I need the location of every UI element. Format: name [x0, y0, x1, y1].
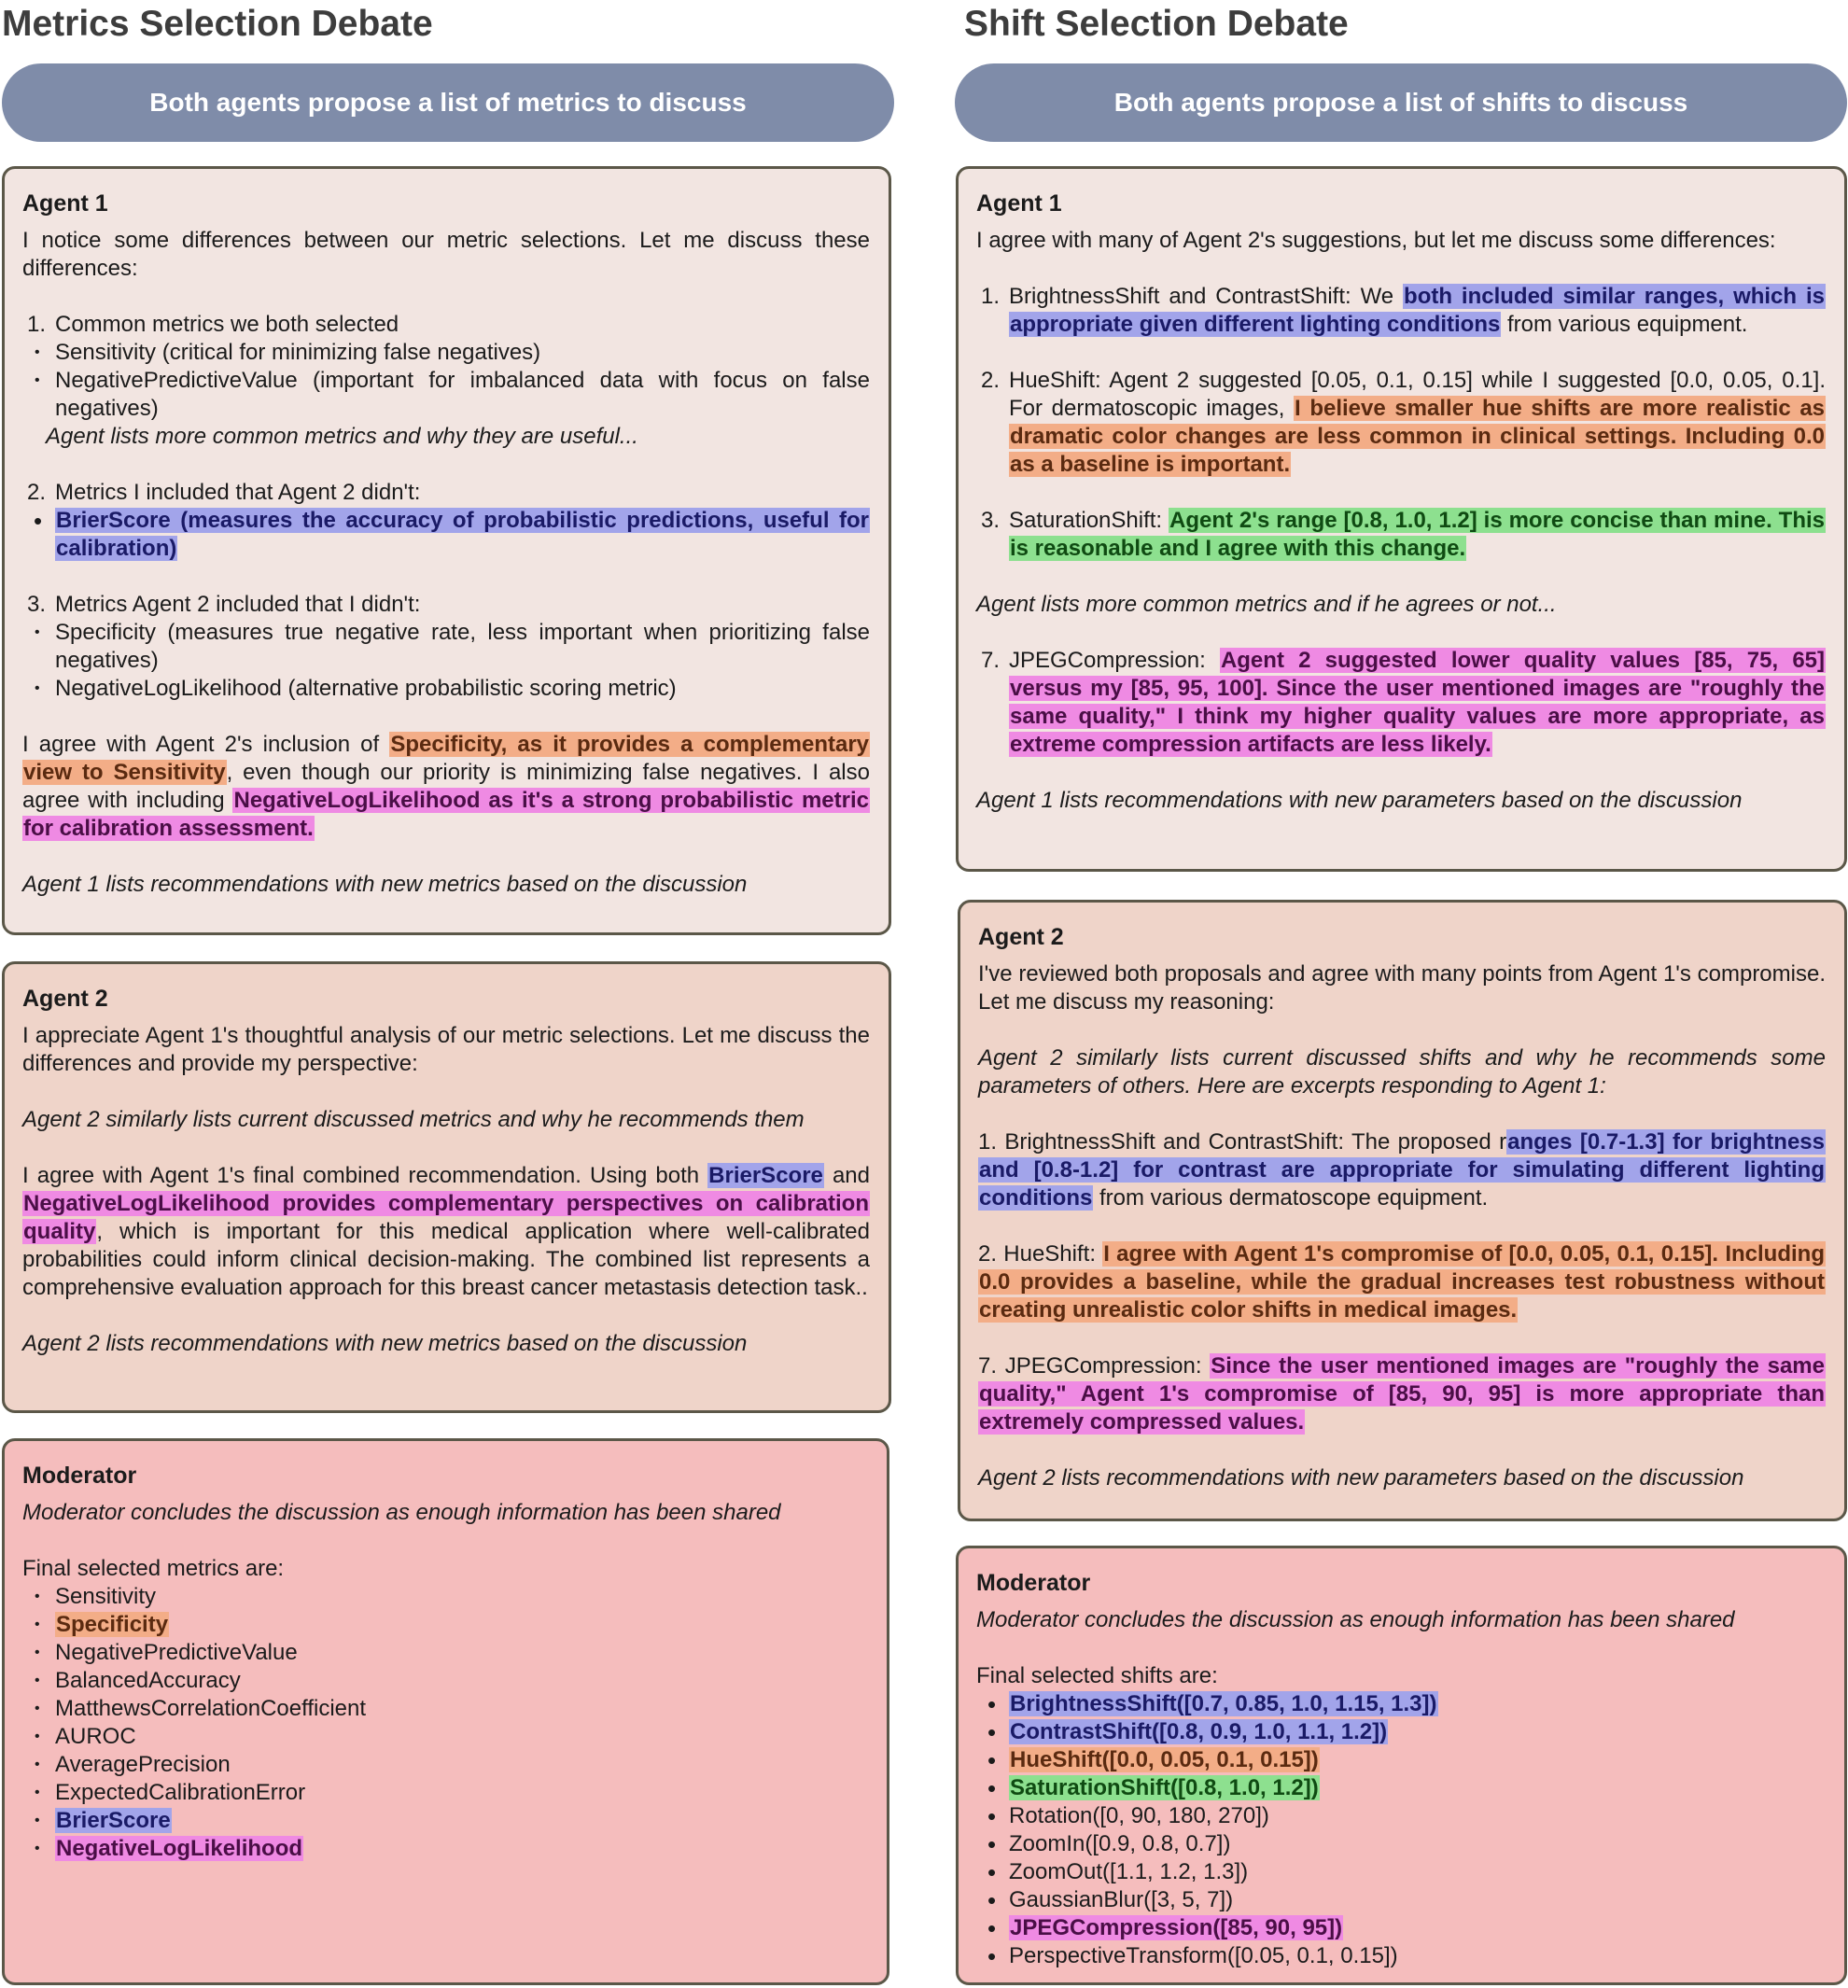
list-item-label: GaussianBlur([3, 5, 7]) [1009, 1887, 1234, 1912]
agent2-note: Agent 2 similarly lists current discussed metrics and why he recommends them [22, 1107, 805, 1132]
list-item [976, 1718, 1826, 1746]
agent1-note: Agent lists more common metrics and why they are useful... [46, 424, 638, 449]
list-item-label: NegativePredictiveValue [55, 1640, 298, 1665]
metrics-debate-title: Metrics Selection Debate [2, 4, 433, 44]
list-item-label: ExpectedCalibrationError [55, 1780, 306, 1805]
shifts-agent1-card [956, 166, 1847, 872]
numbered-item: 3. SaturationShift: Agent 2's range [0.8, 1.0, 1.2] is more concise than mine. This is reasonable and I agree with this change. [980, 508, 1825, 561]
highlight-pink: Agent 2 suggested lower quality values [85, 75, 65] versus my [85, 95, 100]. Since the user mentioned images are "roughly the same quality," I think my higher quality values are more appropriate, as extreme compression artifacts are less likely. [1010, 648, 1826, 757]
shifts-debate-title: Shift Selection Debate [964, 4, 1349, 44]
moderator-name: Moderator [22, 1463, 137, 1489]
numbered-item: 2. Metrics I included that Agent 2 didn't: [26, 480, 421, 505]
list-item: • Sensitivity (critical for minimizing false negatives) [22, 339, 870, 367]
highlight-orange: Specificity [56, 1612, 169, 1637]
highlight-green: Agent 2's range [0.8, 1.0, 1.2] is more concise than mine. This is reasonable and I agree with this change. [1010, 508, 1825, 561]
agent1-intro: I notice some differences between our metric selections. Let me discuss these differences: [22, 228, 870, 281]
list-item [22, 1807, 868, 1835]
list-item [976, 1858, 1826, 1886]
list-item [976, 1830, 1826, 1858]
agent2-paragraph: I agree with Agent 1's final combined recommendation. Using both BrierScore and NegativeLogLikelihood provides complementary perspectives on calibration quality, which is important for this medical application where well-calibrated probabilities could inform clinical decision-making. The combined list represents a comprehensive evaluation approach for this breast cancer metastasis detection task.. [22, 1163, 870, 1300]
agent2-closing: Agent 2 lists recommendations with new metrics based on the discussion [22, 1331, 748, 1356]
highlight-blue: BrierScore (measures the accuracy of probabilistic predictions, useful for calibration) [56, 508, 869, 561]
list-item [22, 507, 870, 563]
bullet-list [22, 619, 870, 703]
agent1-intro: I agree with many of Agent 2's suggestions, but let me discuss some differences: [976, 228, 1776, 253]
highlight-pink: Since the user mentioned images are "roughly the same quality," Agent 1's compromise of [85, 90, 95] is more appropriate than extremely compressed values. [979, 1353, 1825, 1435]
list-item [976, 1886, 1826, 1914]
highlight-pink: NegativeLogLikelihood as it's a strong probabilistic metric for calibration assessment. [23, 788, 869, 841]
agent1-closing: Agent 1 lists recommendations with new metrics based on the discussion [22, 872, 748, 897]
list-item [22, 1695, 868, 1723]
agent-name: Agent 1 [976, 190, 1062, 217]
highlight-blue: anges [0.7-1.3] for brightness and [0.8-1.2] for contrast are appropriate for simulating different lighting conditions [979, 1129, 1825, 1211]
highlight-blue: BrightnessShift([0.7, 0.85, 1.0, 1.15, 1.3]) [1010, 1691, 1437, 1716]
highlight-blue: both included similar ranges, which is appropriate given different lighting conditions [1010, 284, 1825, 337]
list-item-label: MatthewsCorrelationCoefficient [55, 1696, 367, 1721]
agent2-point: 2. HueShift: I agree with Agent 1's compromise of [0.0, 0.05, 0.1, 0.15]. Including 0.0 provides a baseline, while the gradual increases test robustness without creating unrealistic color shifts in medical images. [978, 1241, 1825, 1323]
highlight-pink: NegativeLogLikelihood provides complementary perspectives on calibration quality [23, 1191, 869, 1244]
agent2-note: Agent 2 similarly lists current discussed shifts and why he recommends some parameters of others. Here are excerpts responding to Agent 1: [978, 1045, 1826, 1099]
list-item [976, 1690, 1826, 1718]
final-label: Final selected metrics are: [22, 1556, 285, 1581]
moderator-note: Moderator concludes the discussion as enough information has been shared [976, 1607, 1735, 1632]
metrics-agent1-card [2, 166, 891, 935]
highlight-blue: BrierScore [56, 1808, 171, 1833]
bullet-list [22, 339, 870, 423]
highlight-green: SaturationShift([0.8, 1.0, 1.2]) [1010, 1775, 1319, 1800]
agent1-paragraph: I agree with Agent 2's inclusion of Specificity, as it provides a complementary view to Sensitivity, even though our priority is minimizing false negatives. I also agree with including NegativeLogLikelihood as it's a strong probabilistic metric for calibration assessment. [22, 732, 870, 841]
numbered-item: 1. BrightnessShift and ContrastShift: We both included similar ranges, which is appropriate given different lighting conditions from various equipment. [980, 284, 1825, 337]
highlight-pink: NegativeLogLikelihood [56, 1836, 303, 1861]
metrics-banner: Both agents propose a list of metrics to discuss [2, 63, 894, 142]
metrics-moderator-card [2, 1438, 889, 1985]
list-item-label: Rotation([0, 90, 180, 270]) [1009, 1803, 1269, 1828]
agent1-closing: Agent 1 lists recommendations with new parameters based on the discussion [976, 788, 1743, 813]
list-item-label: PerspectiveTransform([0.05, 0.1, 0.15]) [1009, 1943, 1398, 1968]
agent2-point: 1. BrightnessShift and ContrastShift: The proposed ranges [0.7-1.3] for brightness and [0.8-1.2] for contrast are appropriate for simulating different lighting conditions from various dermatoscope equipment. [978, 1129, 1825, 1211]
list-item [976, 1746, 1826, 1774]
highlight-pink: JPEGCompression([85, 90, 95]) [1010, 1915, 1343, 1940]
shifts-agent2-card [958, 900, 1847, 1521]
bullet-list [22, 507, 870, 563]
moderator-name: Moderator [976, 1570, 1091, 1596]
agent-name: Agent 2 [978, 924, 1064, 950]
list-item-label: BalancedAccuracy [55, 1668, 241, 1693]
list-item [976, 1774, 1826, 1802]
list-item [22, 1667, 868, 1695]
list-item [22, 1751, 868, 1779]
list-item [976, 1802, 1826, 1830]
shifts-banner: Both agents propose a list of shifts to discuss [955, 63, 1847, 142]
list-item: • NegativeLogLikelihood (alternative probabilistic scoring metric) [22, 675, 870, 703]
final-shifts-list [976, 1690, 1826, 1970]
agent-name: Agent 1 [22, 190, 108, 217]
highlight-blue: BrierScore [708, 1163, 823, 1188]
list-item [22, 1835, 868, 1863]
highlight-blue: ContrastShift([0.8, 0.9, 1.0, 1.1, 1.2]) [1010, 1719, 1388, 1744]
agent2-intro: I've reviewed both proposals and agree with many points from Agent 1's compromise. Let me discuss my reasoning: [978, 961, 1826, 1015]
final-metrics-list [22, 1583, 868, 1863]
list-item-label: ZoomOut([1.1, 1.2, 1.3]) [1009, 1859, 1249, 1884]
list-item-label: Sensitivity [55, 1584, 157, 1609]
list-item [22, 1583, 868, 1611]
highlight-orange: I believe smaller hue shifts are more realistic as dramatic color changes are less common in clinical settings. Including 0.0 as a baseline is important. [1010, 396, 1826, 477]
list-item: • Specificity (measures true negative rate, less important when prioritizing false negatives) [22, 619, 870, 675]
numbered-item: 7. JPEGCompression: Agent 2 suggested lower quality values [85, 75, 65] versus my [85, 95, 100]. Since the user mentioned images are "roughly the same quality," I think my higher quality values are more appropriate, as extreme compression artifacts are less likely. [980, 648, 1826, 757]
agent2-closing: Agent 2 lists recommendations with new parameters based on the discussion [978, 1465, 1744, 1491]
list-item-label: ZoomIn([0.9, 0.8, 0.7]) [1009, 1831, 1231, 1856]
list-item-label: AUROC [55, 1724, 136, 1749]
agent2-intro: I appreciate Agent 1's thoughtful analysis of our metric selections. Let me discuss the differences and provide my perspective: [22, 1023, 870, 1076]
shifts-debate-column [955, 0, 1847, 142]
moderator-note: Moderator concludes the discussion as enough information has been shared [22, 1500, 781, 1525]
highlight-orange: I agree with Agent 1's compromise of [0.0, 0.05, 0.1, 0.15]. Including 0.0 provides a baseline, while the gradual increases test robustness without creating unrealistic color shifts in medical images. [979, 1241, 1825, 1323]
shifts-moderator-card [956, 1546, 1847, 1985]
list-item [22, 1639, 868, 1667]
metrics-agent2-card [2, 961, 891, 1413]
highlight-orange: HueShift([0.0, 0.05, 0.1, 0.15]) [1010, 1747, 1319, 1772]
metrics-debate-column [2, 0, 894, 142]
list-item [22, 1611, 868, 1639]
list-item: • NegativePredictiveValue (important for imbalanced data with focus on false negatives) [22, 367, 870, 423]
list-item [976, 1914, 1826, 1942]
agent2-point: 7. JPEGCompression: Since the user mentioned images are "roughly the same quality," Agent 1's compromise of [85, 90, 95] is more appropriate than extremely compressed values. [978, 1353, 1825, 1435]
numbered-item: 1. Common metrics we both selected [26, 312, 399, 337]
numbered-item: 2. HueShift: Agent 2 suggested [0.05, 0.1, 0.15] while I suggested [0.0, 0.05, 0.1]. For dermatoscopic images, I believe smaller hue shifts are more realistic as dramatic color changes are less common in clinical settings. Including 0.0 as a baseline is important. [980, 368, 1826, 477]
final-label: Final selected shifts are: [976, 1663, 1218, 1688]
agent-name: Agent 2 [22, 986, 108, 1012]
list-item [976, 1942, 1826, 1970]
list-item [22, 1723, 868, 1751]
agent1-note: Agent lists more common metrics and if he agrees or not... [976, 592, 1557, 617]
list-item [22, 1779, 868, 1807]
numbered-item: 3. Metrics Agent 2 included that I didn't: [26, 592, 421, 617]
list-item-label: AveragePrecision [55, 1752, 231, 1777]
highlight-orange: Specificity, as it provides a complementary view to Sensitivity [23, 732, 870, 785]
